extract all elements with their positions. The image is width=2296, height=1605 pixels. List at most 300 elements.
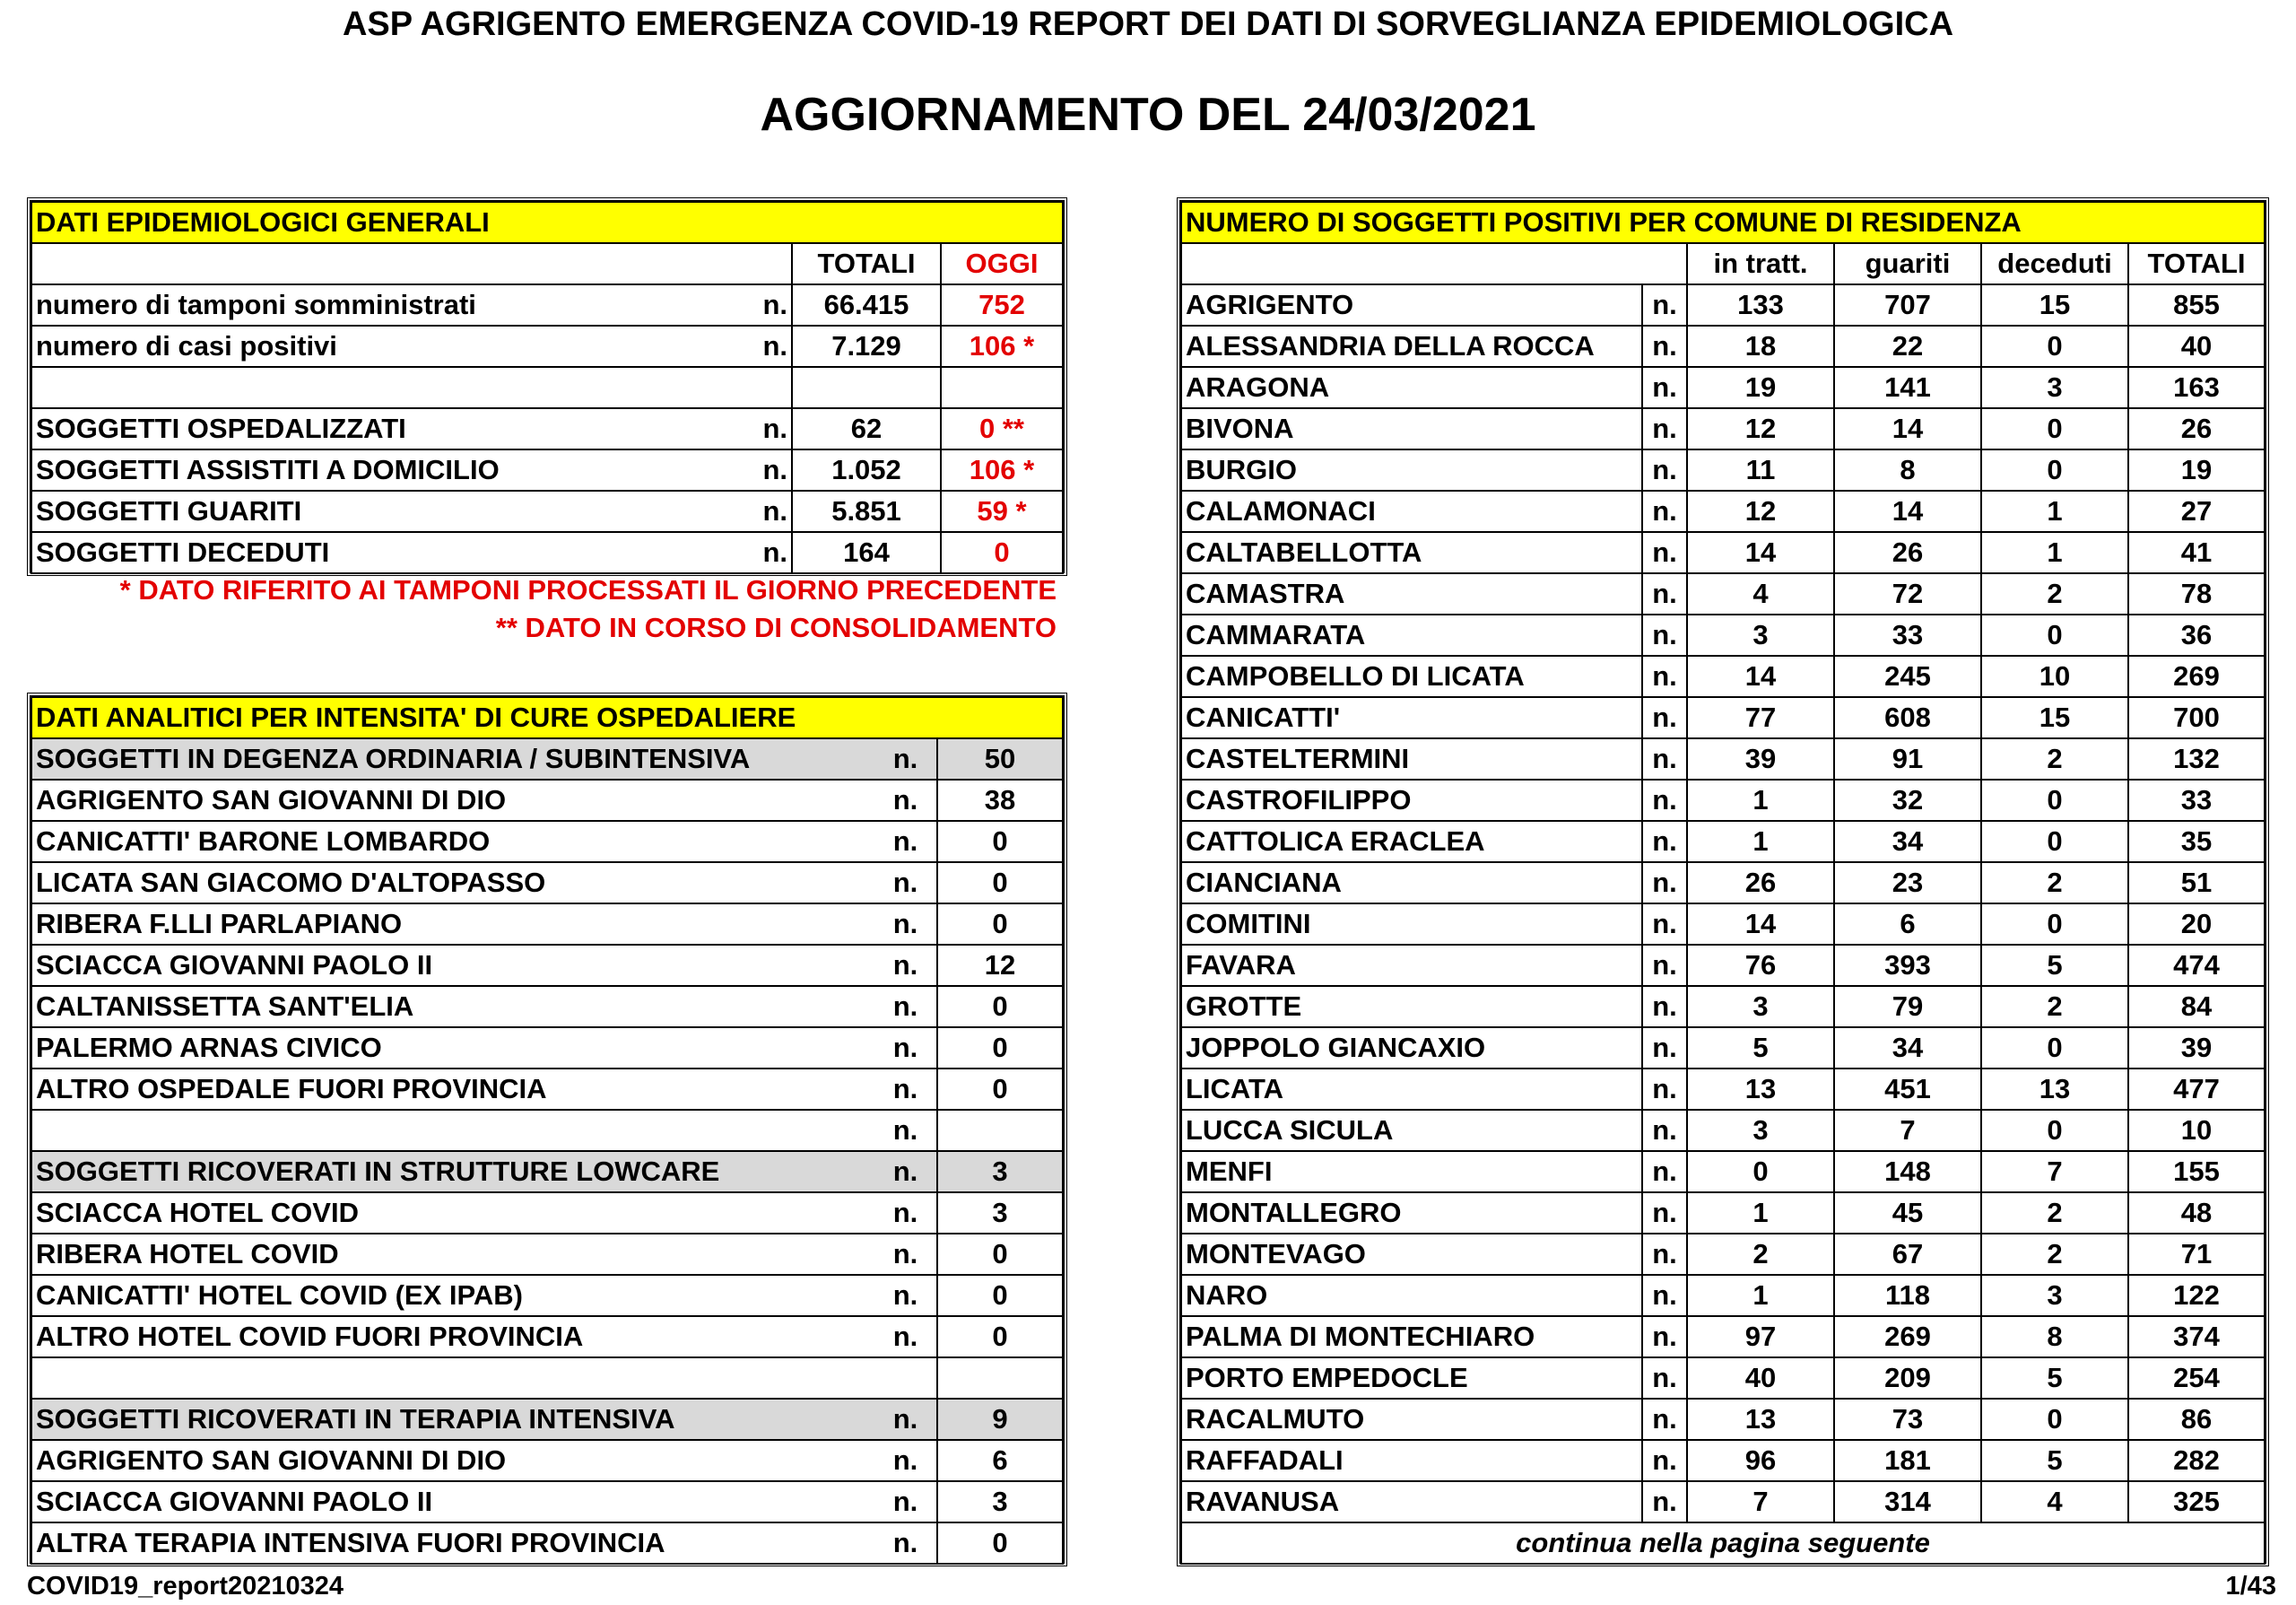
total-value: 78 [2128, 573, 2265, 615]
row-label: numero di casi positivi [31, 326, 745, 367]
unit-label: n. [1642, 408, 1687, 449]
unit-label: n. [874, 903, 937, 945]
municipality-name: MENFI [1181, 1151, 1642, 1192]
hospital-value: 0 [937, 1027, 1063, 1069]
deceased-value: 0 [1981, 903, 2128, 945]
hospital-label: SOGGETTI IN DEGENZA ORDINARIA / SUBINTENSIVA [31, 738, 874, 780]
page-number: 1/43 [2225, 1572, 2276, 1601]
in-treatment-value: 1 [1687, 1275, 1834, 1316]
unit-label: n. [745, 284, 792, 326]
hospital-value: 3 [937, 1481, 1063, 1522]
deceased-value: 5 [1981, 945, 2128, 986]
general-row [31, 449, 1063, 491]
total-value: 35 [2128, 821, 2265, 862]
hospital-label: LICATA SAN GIACOMO D'ALTOPASSO [31, 862, 874, 903]
in-treatment-value: 26 [1687, 862, 1834, 903]
recovered-value: 314 [1834, 1481, 1981, 1522]
totali-value: 62 [792, 408, 941, 449]
unit-label: n. [1642, 780, 1687, 821]
municipality-row [1181, 903, 2265, 945]
unit-label: n. [1642, 697, 1687, 738]
deceased-value: 2 [1981, 1234, 2128, 1275]
hospital-value: 12 [937, 945, 1063, 986]
hospital-row [31, 1440, 1063, 1481]
unit-label: n. [1642, 1481, 1687, 1522]
recovered-value: 6 [1834, 903, 1981, 945]
recovered-value: 72 [1834, 573, 1981, 615]
hospital-row [31, 1069, 1063, 1110]
totali-value [792, 367, 941, 408]
total-value: 26 [2128, 408, 2265, 449]
column-header: TOTALI [2128, 243, 2265, 284]
unit-label: n. [874, 738, 937, 780]
total-value: 51 [2128, 862, 2265, 903]
deceased-value: 0 [1981, 1027, 2128, 1069]
deceased-value: 3 [1981, 1275, 2128, 1316]
hospital-value: 0 [937, 903, 1063, 945]
total-value: 36 [2128, 615, 2265, 656]
unit-label: n. [874, 1522, 937, 1564]
total-value: 474 [2128, 945, 2265, 986]
hospital-row [31, 1275, 1063, 1316]
municipality-row [1181, 615, 2265, 656]
unit-label: n. [1642, 367, 1687, 408]
in-treatment-value: 1 [1687, 821, 1834, 862]
unit-label: n. [1642, 1069, 1687, 1110]
total-value: 40 [2128, 326, 2265, 367]
recovered-value: 608 [1834, 697, 1981, 738]
recovered-value: 451 [1834, 1069, 1981, 1110]
unit-label: n. [1642, 1192, 1687, 1234]
hospital-value [937, 1357, 1063, 1399]
unit-label: n. [1642, 1151, 1687, 1192]
municipality-name: CATTOLICA ERACLEA [1181, 821, 1642, 862]
municipality-row [1181, 1069, 2265, 1110]
in-treatment-value: 3 [1687, 1110, 1834, 1151]
row-label: SOGGETTI ASSISTITI A DOMICILIO [31, 449, 745, 491]
deceased-value: 8 [1981, 1316, 2128, 1357]
municipality-row [1181, 1151, 2265, 1192]
category-row [31, 1399, 1063, 1440]
deceased-value: 0 [1981, 449, 2128, 491]
continuation-row [1181, 1522, 2265, 1564]
deceased-value: 4 [1981, 1481, 2128, 1522]
in-treatment-value: 4 [1687, 573, 1834, 615]
in-treatment-value: 18 [1687, 326, 1834, 367]
total-value: 163 [2128, 367, 2265, 408]
oggi-value: 0 ** [941, 408, 1063, 449]
municipality-row [1181, 862, 2265, 903]
total-value: 10 [2128, 1110, 2265, 1151]
municipality-row [1181, 367, 2265, 408]
hospital-row [31, 1522, 1063, 1564]
hospital-care-panel [27, 693, 1067, 1566]
recovered-value: 14 [1834, 491, 1981, 532]
general-row [31, 367, 1063, 408]
municipality-name: LUCCA SICULA [1181, 1110, 1642, 1151]
hospital-value: 0 [937, 1234, 1063, 1275]
in-treatment-value: 3 [1687, 986, 1834, 1027]
municipality-name: CASTELTERMINI [1181, 738, 1642, 780]
municipality-row [1181, 780, 2265, 821]
unit-label: n. [1642, 615, 1687, 656]
unit-label [874, 1357, 937, 1399]
recovered-value: 26 [1834, 532, 1981, 573]
deceased-value: 0 [1981, 326, 2128, 367]
in-treatment-value: 0 [1687, 1151, 1834, 1192]
unit-label: n. [1642, 862, 1687, 903]
deceased-value: 1 [1981, 532, 2128, 573]
hospital-value: 50 [937, 738, 1063, 780]
unit-label: n. [874, 986, 937, 1027]
unit-label: n. [1642, 1027, 1687, 1069]
unit-label: n. [1642, 491, 1687, 532]
municipality-name: CALTABELLOTTA [1181, 532, 1642, 573]
total-value: 20 [2128, 903, 2265, 945]
deceased-value: 2 [1981, 738, 2128, 780]
total-value: 325 [2128, 1481, 2265, 1522]
hospital-label: SOGGETTI RICOVERATI IN STRUTTURE LOWCARE [31, 1151, 874, 1192]
recovered-value: 7 [1834, 1110, 1981, 1151]
municipality-name: RACALMUTO [1181, 1399, 1642, 1440]
category-row [31, 1151, 1063, 1192]
recovered-value: 393 [1834, 945, 1981, 986]
recovered-value: 8 [1834, 449, 1981, 491]
deceased-value: 0 [1981, 1110, 2128, 1151]
municipality-row [1181, 1234, 2265, 1275]
hospital-row [31, 1027, 1063, 1069]
deceased-value: 0 [1981, 821, 2128, 862]
unit-label: n. [874, 1110, 937, 1151]
unit-label: n. [1642, 532, 1687, 573]
unit-label: n. [1642, 573, 1687, 615]
general-row [31, 532, 1063, 573]
municipality-name: GROTTE [1181, 986, 1642, 1027]
general-row [31, 326, 1063, 367]
column-header: deceduti [1981, 243, 2128, 284]
update-date-title: AGGIORNAMENTO DEL 24/03/2021 [760, 89, 1536, 141]
hospital-row [31, 903, 1063, 945]
unit-label: n. [874, 1234, 937, 1275]
general-data-heading: DATI EPIDEMIOLOGICI GENERALI [31, 202, 1063, 243]
row-label [31, 367, 745, 408]
unit-label: n. [1642, 1275, 1687, 1316]
recovered-value: 707 [1834, 284, 1981, 326]
municipality-name: CANICATTI' [1181, 697, 1642, 738]
totali-value: 1.052 [792, 449, 941, 491]
total-value: 71 [2128, 1234, 2265, 1275]
recovered-value: 73 [1834, 1399, 1981, 1440]
hospital-label: ALTRO HOTEL COVID FUORI PROVINCIA [31, 1316, 874, 1357]
total-value: 374 [2128, 1316, 2265, 1357]
unit-label: n. [874, 1275, 937, 1316]
total-value: 132 [2128, 738, 2265, 780]
in-treatment-value: 1 [1687, 1192, 1834, 1234]
general-row [31, 284, 1063, 326]
hospital-label: RIBERA F.LLI PARLAPIANO [31, 903, 874, 945]
in-treatment-value: 13 [1687, 1069, 1834, 1110]
hospital-value: 0 [937, 821, 1063, 862]
in-treatment-value: 3 [1687, 615, 1834, 656]
municipality-row [1181, 532, 2265, 573]
hospital-value: 0 [937, 1316, 1063, 1357]
hospital-row [31, 1234, 1063, 1275]
municipality-row [1181, 491, 2265, 532]
unit-label: n. [874, 821, 937, 862]
unit-label: n. [874, 1440, 937, 1481]
unit-label: n. [1642, 449, 1687, 491]
deceased-value: 13 [1981, 1069, 2128, 1110]
unit-label: n. [1642, 1234, 1687, 1275]
hospital-row [31, 986, 1063, 1027]
recovered-value: 181 [1834, 1440, 1981, 1481]
in-treatment-value: 97 [1687, 1316, 1834, 1357]
municipalities-table [1180, 201, 2266, 1565]
deceased-value: 2 [1981, 573, 2128, 615]
municipality-name: PORTO EMPEDOCLE [1181, 1357, 1642, 1399]
hospital-label: RIBERA HOTEL COVID [31, 1234, 874, 1275]
in-treatment-value: 14 [1687, 903, 1834, 945]
hospital-value: 0 [937, 1522, 1063, 1564]
deceased-value: 5 [1981, 1357, 2128, 1399]
total-value: 39 [2128, 1027, 2265, 1069]
in-treatment-value: 19 [1687, 367, 1834, 408]
deceased-value: 0 [1981, 615, 2128, 656]
unit-label: n. [1642, 986, 1687, 1027]
unit-label: n. [745, 326, 792, 367]
hospital-value: 9 [937, 1399, 1063, 1440]
total-value: 41 [2128, 532, 2265, 573]
recovered-value: 67 [1834, 1234, 1981, 1275]
municipality-row [1181, 1275, 2265, 1316]
recovered-value: 22 [1834, 326, 1981, 367]
hospital-label: ALTRO OSPEDALE FUORI PROVINCIA [31, 1069, 874, 1110]
deceased-value: 10 [1981, 656, 2128, 697]
total-value: 254 [2128, 1357, 2265, 1399]
unit-label: n. [745, 532, 792, 573]
unit-label: n. [1642, 1357, 1687, 1399]
hospital-row [31, 821, 1063, 862]
general-row [31, 408, 1063, 449]
recovered-value: 32 [1834, 780, 1981, 821]
hospital-value: 38 [937, 780, 1063, 821]
unit-label: n. [745, 449, 792, 491]
column-header: in tratt. [1687, 243, 1834, 284]
footnote-single-star: * DATO RIFERITO AI TAMPONI PROCESSATI IL GIORNO PRECEDENTE [119, 574, 1057, 606]
municipality-row [1181, 1316, 2265, 1357]
oggi-value: 0 [941, 532, 1063, 573]
municipality-name: RAVANUSA [1181, 1481, 1642, 1522]
municipality-name: LICATA [1181, 1069, 1642, 1110]
municipality-row [1181, 1110, 2265, 1151]
hospital-label: SCIACCA GIOVANNI PAOLO II [31, 1481, 874, 1522]
hospital-care-table [30, 696, 1064, 1565]
unit-label: n. [874, 1316, 937, 1357]
hospital-label: AGRIGENTO SAN GIOVANNI DI DIO [31, 780, 874, 821]
hospital-value: 0 [937, 1275, 1063, 1316]
row-label: SOGGETTI OSPEDALIZZATI [31, 408, 745, 449]
unit-label: n. [745, 491, 792, 532]
municipality-row [1181, 284, 2265, 326]
municipalities-heading: NUMERO DI SOGGETTI POSITIVI PER COMUNE DI RESIDENZA [1181, 202, 2265, 243]
municipality-row [1181, 738, 2265, 780]
hospital-row [31, 780, 1063, 821]
deceased-value: 15 [1981, 284, 2128, 326]
municipality-row [1181, 945, 2265, 986]
unit-label: n. [874, 1481, 937, 1522]
column-header: guariti [1834, 243, 1981, 284]
hospital-label [31, 1110, 874, 1151]
recovered-value: 148 [1834, 1151, 1981, 1192]
total-value: 122 [2128, 1275, 2265, 1316]
in-treatment-value: 77 [1687, 697, 1834, 738]
municipality-row [1181, 326, 2265, 367]
recovered-value: 209 [1834, 1357, 1981, 1399]
unit-label: n. [874, 780, 937, 821]
municipality-row [1181, 1440, 2265, 1481]
in-treatment-value: 96 [1687, 1440, 1834, 1481]
hospital-row [31, 862, 1063, 903]
municipality-name: CAMASTRA [1181, 573, 1642, 615]
in-treatment-value: 39 [1687, 738, 1834, 780]
unit-label: n. [1642, 945, 1687, 986]
totali-value: 164 [792, 532, 941, 573]
total-value: 48 [2128, 1192, 2265, 1234]
hospital-row [31, 1192, 1063, 1234]
unit-label: n. [745, 408, 792, 449]
municipality-name: CAMMARATA [1181, 615, 1642, 656]
recovered-value: 34 [1834, 821, 1981, 862]
municipality-name: CIANCIANA [1181, 862, 1642, 903]
hospital-row [31, 1481, 1063, 1522]
unit-label [745, 367, 792, 408]
deceased-value: 0 [1981, 408, 2128, 449]
total-value: 855 [2128, 284, 2265, 326]
in-treatment-value: 76 [1687, 945, 1834, 986]
hospital-label: CANICATTI' BARONE LOMBARDO [31, 821, 874, 862]
report-filename: COVID19_report20210324 [27, 1572, 344, 1601]
deceased-value: 2 [1981, 862, 2128, 903]
total-value: 269 [2128, 656, 2265, 697]
unit-label: n. [874, 862, 937, 903]
hospital-value: 6 [937, 1440, 1063, 1481]
hospital-label: SCIACCA HOTEL COVID [31, 1192, 874, 1234]
oggi-value: 106 * [941, 449, 1063, 491]
total-value: 27 [2128, 491, 2265, 532]
oggi-value: 106 * [941, 326, 1063, 367]
unit-label: n. [874, 1069, 937, 1110]
deceased-value: 3 [1981, 367, 2128, 408]
unit-label: n. [1642, 821, 1687, 862]
totali-value: 7.129 [792, 326, 941, 367]
recovered-value: 141 [1834, 367, 1981, 408]
recovered-value: 33 [1834, 615, 1981, 656]
unit-label: n. [1642, 1316, 1687, 1357]
general-data-panel [27, 197, 1067, 576]
total-value: 19 [2128, 449, 2265, 491]
hospital-row [31, 1316, 1063, 1357]
hospital-row [31, 945, 1063, 986]
deceased-value: 0 [1981, 1399, 2128, 1440]
unit-label: n. [1642, 656, 1687, 697]
unit-label: n. [874, 1151, 937, 1192]
in-treatment-value: 14 [1687, 532, 1834, 573]
municipality-row [1181, 1027, 2265, 1069]
municipality-row [1181, 1481, 2265, 1522]
row-label: SOGGETTI GUARITI [31, 491, 745, 532]
municipality-name: PALMA DI MONTECHIARO [1181, 1316, 1642, 1357]
unit-label: n. [1642, 326, 1687, 367]
total-value: 155 [2128, 1151, 2265, 1192]
in-treatment-value: 133 [1687, 284, 1834, 326]
in-treatment-value: 1 [1687, 780, 1834, 821]
deceased-value: 2 [1981, 986, 2128, 1027]
municipality-row [1181, 573, 2265, 615]
recovered-value: 23 [1834, 862, 1981, 903]
total-value: 700 [2128, 697, 2265, 738]
general-row [31, 491, 1063, 532]
unit-label: n. [1642, 1399, 1687, 1440]
hospital-label: CALTANISSETTA SANT'ELIA [31, 986, 874, 1027]
footnote-double-star: ** DATO IN CORSO DI CONSOLIDAMENTO [495, 612, 1057, 643]
hospital-label [31, 1357, 874, 1399]
col-totali-header: TOTALI [792, 243, 941, 284]
total-value: 282 [2128, 1440, 2265, 1481]
report-title: ASP AGRIGENTO EMERGENZA COVID-19 REPORT DEI DATI DI SORVEGLIANZA EPIDEMIOLOGICA [342, 5, 1954, 43]
municipality-name: FAVARA [1181, 945, 1642, 986]
totali-value: 66.415 [792, 284, 941, 326]
oggi-value: 752 [941, 284, 1063, 326]
unit-label: n. [1642, 1110, 1687, 1151]
unit-label: n. [1642, 738, 1687, 780]
unit-label: n. [874, 945, 937, 986]
row-label: numero di tamponi somministrati [31, 284, 745, 326]
municipality-row [1181, 697, 2265, 738]
in-treatment-value: 12 [1687, 408, 1834, 449]
in-treatment-value: 5 [1687, 1027, 1834, 1069]
recovered-value: 245 [1834, 656, 1981, 697]
hospital-row [31, 1110, 1063, 1151]
municipality-row [1181, 408, 2265, 449]
recovered-value: 79 [1834, 986, 1981, 1027]
unit-label: n. [874, 1399, 937, 1440]
hospital-value: 3 [937, 1192, 1063, 1234]
municipalities-panel [1177, 197, 2269, 1566]
hospital-row [31, 1357, 1063, 1399]
hospital-label: SCIACCA GIOVANNI PAOLO II [31, 945, 874, 986]
in-treatment-value: 40 [1687, 1357, 1834, 1399]
hospital-care-heading: DATI ANALITICI PER INTENSITA' DI CURE OSPEDALIERE [31, 697, 1063, 738]
unit-label: n. [874, 1027, 937, 1069]
municipality-name: BIVONA [1181, 408, 1642, 449]
deceased-value: 1 [1981, 491, 2128, 532]
category-row [31, 738, 1063, 780]
deceased-value: 0 [1981, 780, 2128, 821]
in-treatment-value: 13 [1687, 1399, 1834, 1440]
hospital-label: AGRIGENTO SAN GIOVANNI DI DIO [31, 1440, 874, 1481]
col-oggi-header: OGGI [941, 243, 1063, 284]
recovered-value: 91 [1834, 738, 1981, 780]
recovered-value: 269 [1834, 1316, 1981, 1357]
totali-value: 5.851 [792, 491, 941, 532]
hospital-label: PALERMO ARNAS CIVICO [31, 1027, 874, 1069]
deceased-value: 15 [1981, 697, 2128, 738]
total-value: 477 [2128, 1069, 2265, 1110]
municipality-row [1181, 656, 2265, 697]
municipality-name: CAMPOBELLO DI LICATA [1181, 656, 1642, 697]
municipality-name: MONTALLEGRO [1181, 1192, 1642, 1234]
oggi-value: 59 * [941, 491, 1063, 532]
